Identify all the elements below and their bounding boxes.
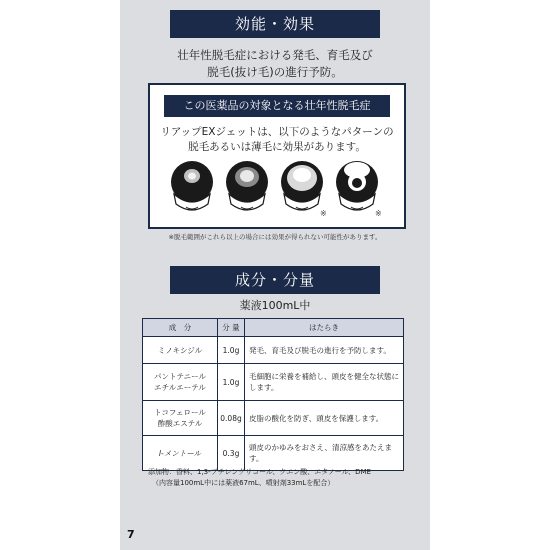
ingredient-effect: 発毛、育毛及び脱毛の進行を予防します。: [245, 337, 404, 364]
ingredient-name-line: l-メントール: [158, 448, 202, 458]
ingredient-effect: 頭皮のかゆみをおさえ、清涼感をあたえます。: [245, 436, 404, 471]
head-illustration-1: [168, 160, 216, 216]
table-row: [143, 337, 404, 364]
ingredient-effect: 毛細胞に栄養を補給し、頭皮を健全な状態にします。: [245, 364, 404, 401]
target-desc-line-2: 脱毛あるいは薄毛に効果があります。: [188, 141, 366, 153]
ingredient-name-line: ミノキシジル: [157, 345, 203, 355]
target-box: [148, 83, 406, 229]
ingredients-subtitle: 薬液100mL中: [239, 299, 311, 312]
target-desc-line-1: リアップEXジェットは、以下のようなパターンの: [160, 126, 394, 138]
ingredient-quantity: 1.0g: [218, 337, 245, 364]
table-row: [143, 364, 404, 401]
ingredient-name: [143, 337, 218, 364]
target-box-header: この医薬品の対象となる壮年性脱毛症: [164, 95, 390, 117]
manual-page: [120, 0, 430, 550]
page-number: 7: [127, 528, 135, 541]
coverage-note: ※脱毛範囲がこれら以上の場合には効果が得られない可能性があります。: [168, 233, 382, 241]
ingredient-name-line: パントテニール: [153, 372, 207, 381]
ingredient-quantity: 0.08g: [218, 401, 245, 436]
ingredient-name: [143, 364, 218, 401]
note-mark-4: ※: [375, 209, 382, 218]
head-illustration-2: [223, 160, 271, 216]
efficacy-line-1: 壮年性脱毛症における発毛、育毛及び: [177, 48, 373, 62]
efficacy-text: [120, 47, 430, 81]
ingredient-name-line: エチルエーテル: [154, 383, 206, 392]
header-ingredient: 成 分: [143, 319, 218, 337]
ingredients-heading: 成分・分量: [170, 266, 380, 294]
additives-text: [148, 467, 418, 489]
ingredient-name-line: 酢酸エステル: [157, 419, 203, 428]
ingredient-name: [143, 401, 218, 436]
note-mark-3: ※: [320, 209, 327, 218]
ingredient-effect: 皮脂の酸化を防ぎ、頭皮を保護します。: [245, 401, 404, 436]
target-box-description: [150, 125, 404, 155]
header-function: はたらき: [245, 319, 404, 337]
ingredient-quantity: 0.3g: [218, 436, 245, 471]
ingredient-name-line: トコフェロール: [154, 408, 206, 417]
ingredients-table: [142, 318, 404, 471]
table-header-row: [143, 319, 404, 337]
ingredient-quantity: 1.0g: [218, 364, 245, 401]
additives-line-2: （内容量100mL中には薬液67mL、噴射剤33mLを配合）: [152, 479, 335, 487]
table-row: [143, 401, 404, 436]
efficacy-heading: 効能・効果: [170, 10, 380, 38]
ingredient-name: [143, 436, 218, 471]
head-illustration-4: [333, 160, 381, 216]
additives-line-1: 添加物：香料、1,3-ブチレングリコール、クエン酸、エタノール、DME: [148, 468, 371, 476]
efficacy-line-2: 脱毛(抜け毛)の進行予防。: [207, 65, 343, 79]
header-quantity: 分 量: [218, 319, 245, 337]
head-illustration-3: [278, 160, 326, 216]
table-row: [143, 436, 404, 471]
